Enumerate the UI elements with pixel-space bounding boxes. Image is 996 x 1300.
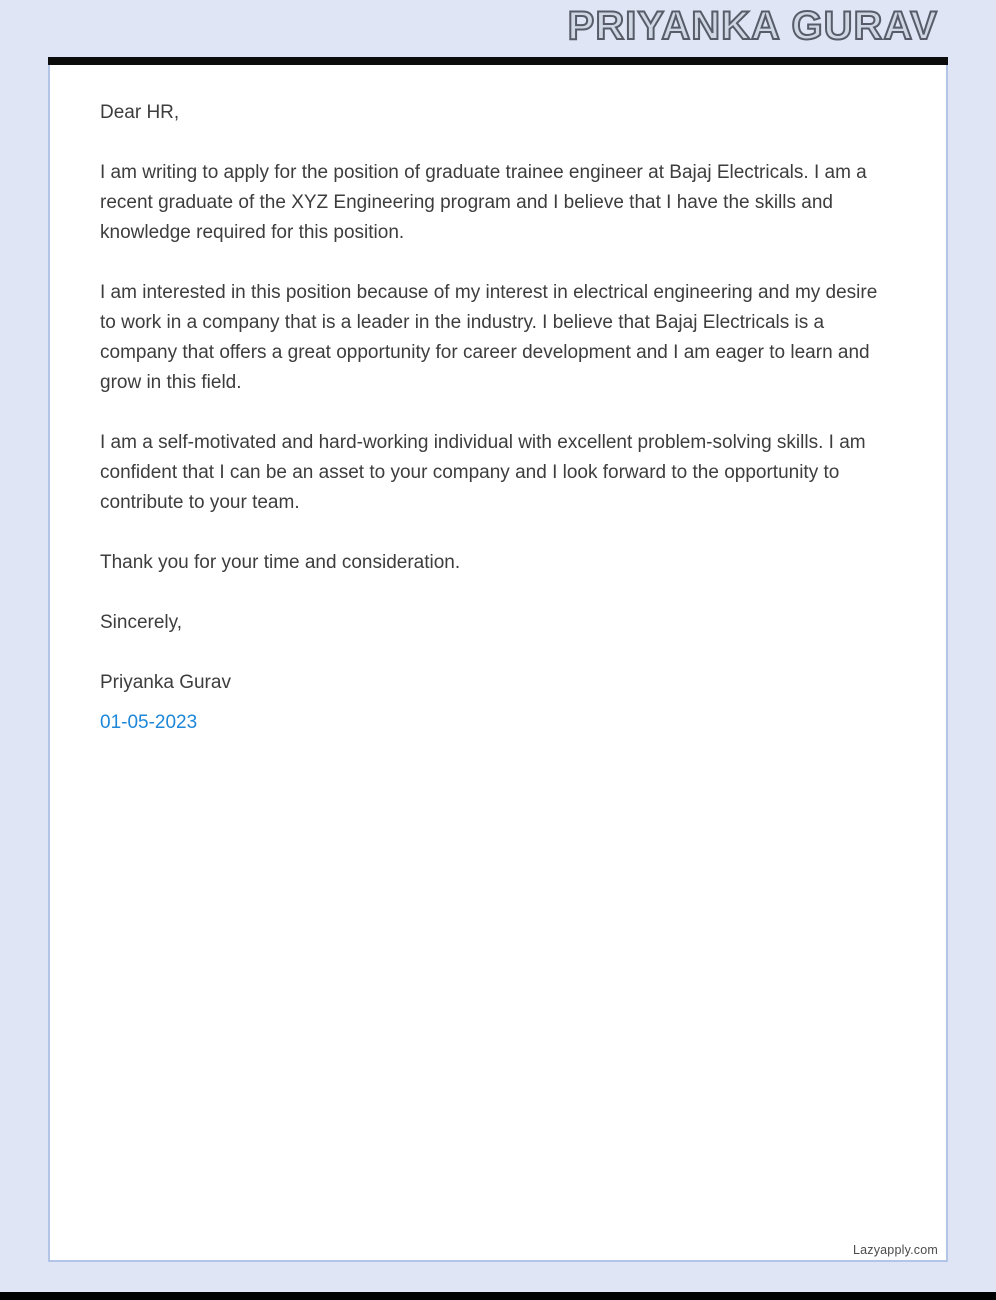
bottom-black-strip bbox=[0, 1292, 996, 1300]
letter-paragraph: I am writing to apply for the position of graduate trainee engineer at Bajaj Electricals. I am a recent graduate of the XYZ Engineering program and I believe that I have the skills and knowledge required for this position. bbox=[100, 162, 867, 243]
signature-name: Priyanka Gurav bbox=[100, 672, 231, 693]
top-accent-bar bbox=[48, 57, 948, 65]
closing-line: Sincerely, bbox=[100, 612, 183, 633]
candidate-name-title: PRIYANKA GURAV bbox=[567, 4, 938, 48]
lazyapply-watermark: Lazyapply.com bbox=[852, 1243, 938, 1257]
letter-page bbox=[48, 65, 948, 1262]
letter-paragraph: I am interested in this position because of my interest in electrical engineering and my desire to work in a company that is a leader in the industry. I believe that Bajaj Electricals is a company that offers a great opportunity for career development and I am eager to learn and grow in this field. bbox=[100, 282, 878, 393]
thanks-line: Thank you for your time and consideration. bbox=[100, 552, 461, 573]
letter-date: 01-05-2023 bbox=[100, 712, 198, 733]
letter-paragraph: I am a self-motivated and hard-working individual with excellent problem-solving skills. I am confident that I can be an asset to your company and I look forward to the opportunity to contribute to your team. bbox=[100, 432, 866, 513]
letter-body bbox=[50, 65, 946, 738]
greeting-line: Dear HR, bbox=[100, 102, 180, 123]
